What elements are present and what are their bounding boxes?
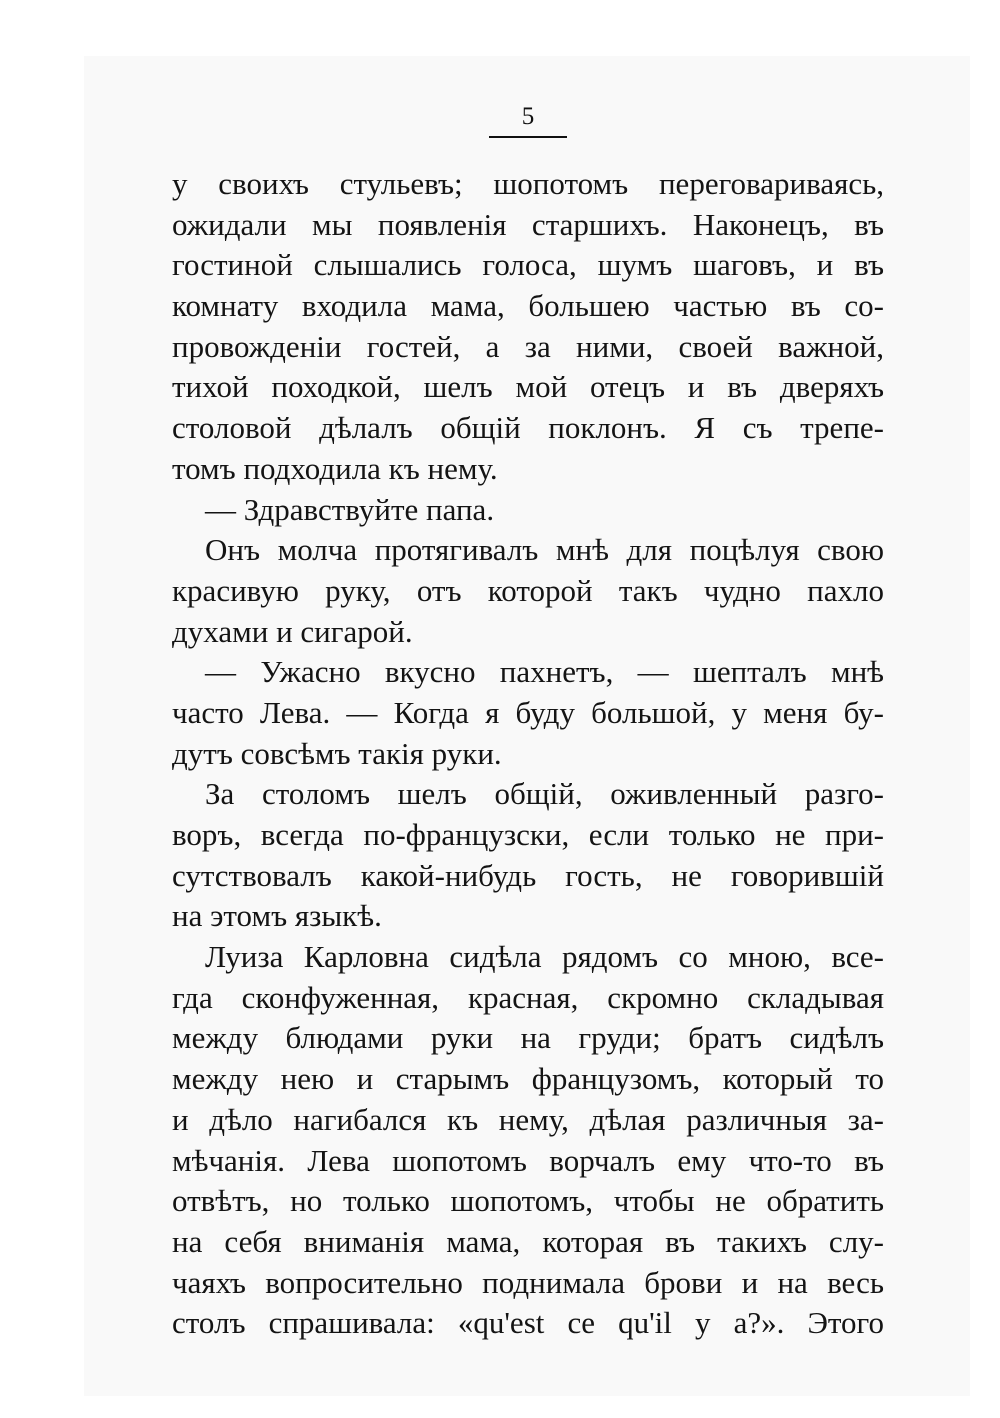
text-line: у своихъ стульевъ; шопотомъ переговариваясь, — [172, 166, 884, 201]
text-line: сутствовалъ какой-нибудь гость, не говорившій — [172, 857, 884, 893]
text-line: чаяхъ вопросительно поднимала брови и на весь — [172, 1264, 884, 1300]
text-line: комнату входила мама, большею частью въ со- — [172, 288, 884, 324]
text-line: отвѣтъ, но только шопотомъ, чтобы не обратить — [172, 1183, 884, 1219]
text-line: ожидали мы появленія старшихъ. Наконецъ, въ — [172, 206, 884, 242]
text-line: столовой дѣлалъ общій поклонъ. Я съ трепе- — [172, 410, 884, 446]
text-line: духами и сигарой. — [172, 613, 413, 649]
page-number: 5 — [489, 100, 567, 138]
text-line: и дѣло нагибался къ нему, дѣлая различныя за- — [172, 1101, 884, 1137]
text-line: томъ подходила къ нему. — [172, 450, 498, 486]
text-line: столъ спрашивала: «qu'est ce qu'il y a?». Этого — [172, 1305, 884, 1341]
text-line: За столомъ шелъ общій, оживленный разго- — [205, 776, 884, 812]
text-line: мѣчанія. Лева шопотомъ ворчалъ ему что-то въ — [172, 1142, 884, 1178]
text-line: — Ужасно вкусно пахнетъ, — шепталъ мнѣ — [205, 654, 884, 690]
paragraph — [172, 774, 884, 937]
text-line: воръ, всегда по-французски, если только не при- — [172, 817, 884, 852]
paragraph — [172, 530, 884, 652]
paragraph — [172, 164, 884, 490]
text-line: провожденіи гостей, а за ними, своей важной, — [172, 328, 884, 364]
paragraph — [172, 652, 884, 774]
text-line: гостиной слышались голоса, шумъ шаговъ, и въ — [172, 247, 884, 283]
text-line: на себя вниманія мама, которая въ такихъ слу- — [172, 1223, 884, 1259]
text-line: тихой походкой, шелъ мой отецъ и въ дверяхъ — [172, 369, 884, 405]
text-line: гда сконфуженная, красная, скромно складывая — [172, 979, 884, 1015]
text-line: часто Лева. — Когда я буду большой, у меня бу- — [172, 694, 884, 730]
text-line: на этомъ языкѣ. — [172, 898, 382, 934]
text-line: между нею и старымъ французомъ, который то — [172, 1061, 884, 1097]
text-line: — Здравствуйте папа. — [205, 491, 495, 527]
text-line: Онъ молча протягивалъ мнѣ для поцѣлуя свою — [205, 532, 884, 568]
text-line: дутъ совсѣмъ такія руки. — [172, 735, 502, 771]
paragraph — [172, 490, 884, 531]
paragraph — [172, 937, 884, 1344]
text-line: Луиза Карловна сидѣла рядомъ со мною, все- — [205, 939, 884, 975]
body-text — [172, 164, 884, 1344]
text-line: между блюдами руки на груди; братъ сидѣлъ — [172, 1020, 884, 1056]
text-line: красивую руку, отъ которой такъ чудно пахло — [172, 572, 884, 608]
